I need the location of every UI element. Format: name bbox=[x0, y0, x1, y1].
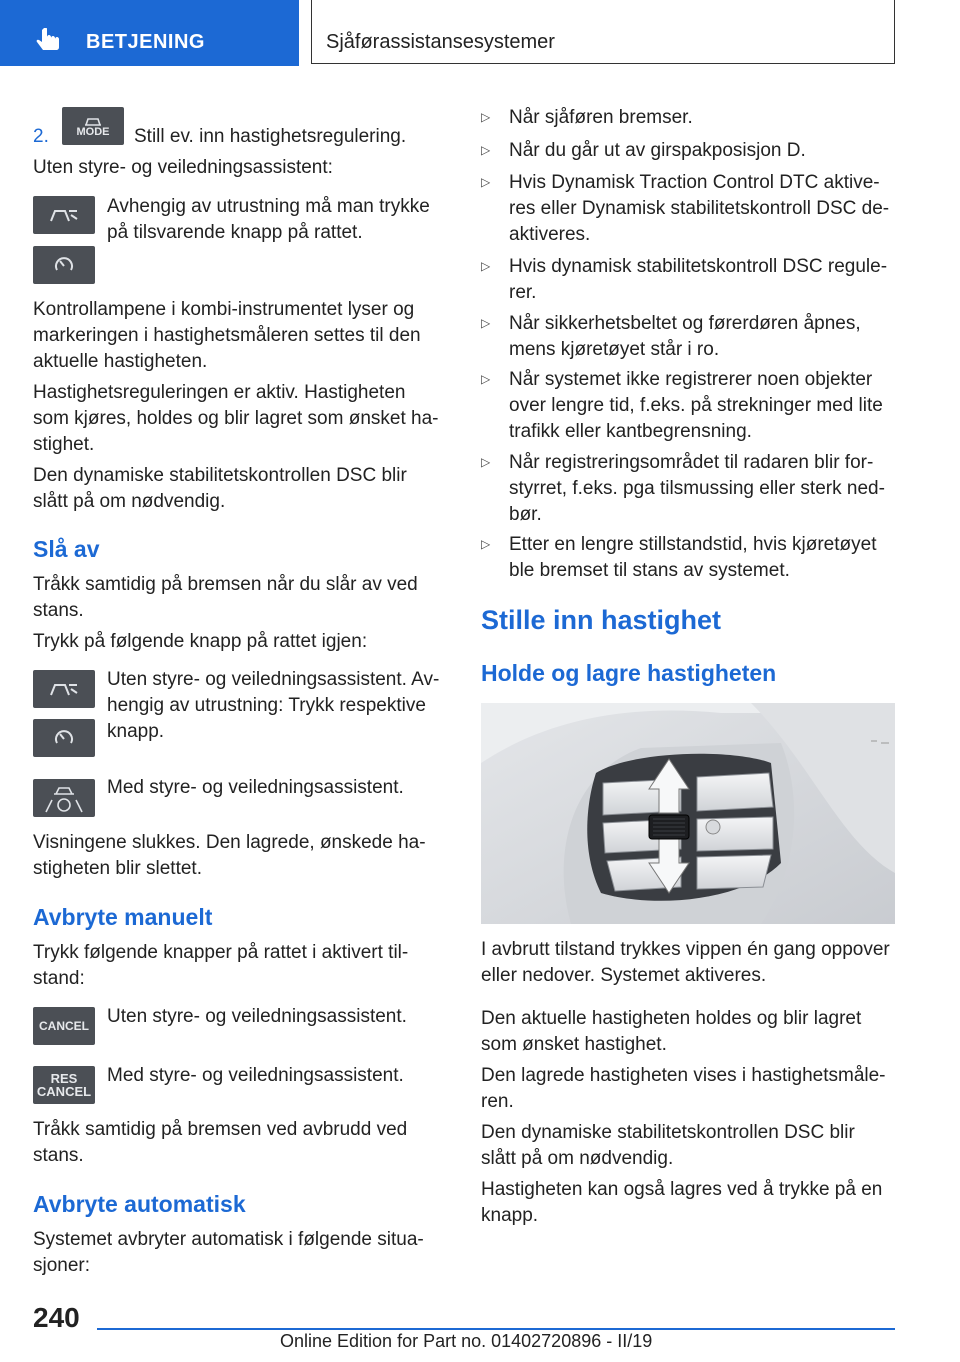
list-item: aktiveres. bbox=[509, 224, 591, 245]
speedometer-icon bbox=[52, 254, 76, 276]
list-item: trafikk eller kantbegrensning. bbox=[509, 421, 752, 442]
paragraph: Den aktuelle hastigheten holdes og blir lagret bbox=[481, 1008, 862, 1029]
bullet-icon: ▷ bbox=[481, 372, 491, 386]
chapter-tab[interactable] bbox=[0, 0, 299, 66]
mode-button-image bbox=[62, 107, 124, 145]
list-item: res eller Dynamisk stabilitetskontroll DSC de- bbox=[509, 198, 890, 219]
paragraph: Avhengig av utrustning må man trykke bbox=[107, 196, 430, 217]
bullet-icon: ▷ bbox=[481, 259, 491, 273]
paragraph: knapp. bbox=[481, 1205, 539, 1226]
paragraph: Uten styre- og veiledningsassistent. bbox=[107, 1006, 407, 1027]
paragraph: Uten styre- og veiledningsassistent: bbox=[33, 157, 333, 178]
cruise-control-icon bbox=[47, 679, 81, 699]
list-item: bør. bbox=[509, 504, 542, 525]
step-number: 2. bbox=[33, 126, 49, 147]
list-item: mens kjøretøyet står i ro. bbox=[509, 339, 720, 360]
cancel-label: CANCEL bbox=[39, 1018, 89, 1033]
paragraph: Kontrollampene i kombi-instrumentet lyser og bbox=[33, 299, 415, 320]
paragraph: Systemet avbryter automatisk i følgende situa- bbox=[33, 1229, 424, 1250]
bullet-icon: ▷ bbox=[481, 316, 491, 330]
cruise-button-image bbox=[33, 196, 95, 234]
paragraph: hengig av utrustning: Trykk respektive bbox=[107, 695, 426, 716]
paragraph: Visningene slukkes. Den lagrede, ønskede ha- bbox=[33, 832, 426, 853]
heading-stille-inn-hastighet: Stille inn hastighet bbox=[481, 605, 722, 635]
list-item: Når systemet ikke registrerer noen objekter bbox=[509, 369, 873, 390]
paragraph: Med styre- og veiledningsassistent. bbox=[107, 1065, 404, 1086]
heading-sla-av: Slå av bbox=[33, 536, 100, 562]
paragraph: aktuelle hastigheten. bbox=[33, 351, 208, 372]
assist-button-image bbox=[33, 779, 95, 817]
section-title-box bbox=[311, 0, 895, 64]
paragraph: stans. bbox=[33, 600, 84, 621]
paragraph: Uten styre- og veiledningsassistent. Av- bbox=[107, 669, 440, 690]
steering-wheel-photo bbox=[481, 703, 895, 924]
bullet-icon: ▷ bbox=[481, 537, 491, 551]
paragraph: som ønsket hastighet. bbox=[481, 1034, 667, 1055]
paragraph: på tilsvarende knapp på rattet. bbox=[107, 222, 363, 243]
step-text: Still ev. inn hastighetsregulering. bbox=[134, 126, 407, 147]
paragraph: sjoner: bbox=[33, 1255, 91, 1276]
paragraph: slått på om nødvendig. bbox=[33, 491, 226, 512]
paragraph: Den lagrede hastigheten vises i hastighetsmåle- bbox=[481, 1065, 886, 1086]
footer-edition: Online Edition for Part no. 01402720896 - II/19 bbox=[280, 1331, 653, 1351]
steering-wheel-buttons-illustration bbox=[481, 703, 895, 924]
paragraph: I avbrutt tilstand trykkes vippen én gang oppover bbox=[481, 939, 890, 960]
cancel-button-image bbox=[33, 1007, 95, 1045]
car-assist-icon bbox=[82, 115, 104, 127]
list-item: Hvis dynamisk stabilitetskontroll DSC regule- bbox=[509, 256, 888, 277]
list-item: Når sikkerhetsbeltet og førerdøren åpnes, bbox=[509, 313, 861, 334]
paragraph: Hastighetsreguleringen er aktiv. Hastigheten bbox=[33, 382, 406, 403]
speedometer-icon bbox=[52, 727, 76, 749]
paragraph: Med styre- og veiledningsassistent. bbox=[107, 777, 404, 798]
footer-divider bbox=[97, 1328, 895, 1330]
paragraph: ren. bbox=[481, 1091, 514, 1112]
list-item: Når registreringsområdet til radaren blir for- bbox=[509, 452, 874, 473]
paragraph: stighet. bbox=[33, 434, 95, 455]
paragraph: stigheten blir slettet. bbox=[33, 858, 202, 879]
list-item: rer. bbox=[509, 282, 537, 303]
heading-avbryte-automatisk: Avbryte automatisk bbox=[33, 1191, 246, 1217]
heading-avbryte-manuelt: Avbryte manuelt bbox=[33, 904, 213, 930]
paragraph: stans. bbox=[33, 1145, 84, 1166]
bullet-icon: ▷ bbox=[481, 143, 491, 157]
paragraph: Trykk følgende knapper på rattet i aktivert til- bbox=[33, 942, 409, 963]
list-item: over lengre tid, f.eks. på strekninger med lite bbox=[509, 395, 883, 416]
page-header bbox=[0, 0, 960, 66]
paragraph: eller nedover. Systemet aktiveres. bbox=[481, 965, 767, 986]
paragraph: slått på om nødvendig. bbox=[481, 1148, 674, 1169]
speed-limiter-button-image bbox=[33, 719, 95, 757]
bullet-icon: ▷ bbox=[481, 175, 491, 189]
cruise-button-image bbox=[33, 670, 95, 708]
paragraph: knapp. bbox=[107, 721, 165, 742]
paragraph: Tråkk samtidig på bremsen ved avbrudd ved bbox=[33, 1119, 408, 1140]
list-item: styrret, f.eks. pga tilsmussing eller sterk ned- bbox=[509, 478, 885, 499]
list-item: Etter en lengre stillstandstid, hvis kjøretøyet bbox=[509, 534, 877, 555]
paragraph: Tråkk samtidig på bremsen når du slår av ved bbox=[33, 574, 418, 595]
paragraph: Den dynamiske stabilitetskontrollen DSC blir bbox=[33, 465, 407, 486]
page-number: 240 bbox=[33, 1302, 80, 1333]
cruise-control-icon bbox=[47, 205, 81, 225]
paragraph: stand: bbox=[33, 968, 85, 989]
list-item: Hvis Dynamisk Traction Control DTC aktive- bbox=[509, 172, 880, 193]
list-item: ble bremset til stans av systemet. bbox=[509, 560, 790, 581]
paragraph: markeringen i hastighetsmåleren settes til den bbox=[33, 325, 421, 346]
res-cancel-button-image bbox=[33, 1066, 95, 1104]
chapter-label: BETJENING bbox=[86, 31, 205, 53]
list-item: Når sjåføren bremser. bbox=[509, 107, 693, 128]
cancel-label: CANCEL bbox=[36, 1084, 92, 1099]
paragraph: Hastigheten kan også lagres ved å trykke på en bbox=[481, 1179, 883, 1200]
list-item: Når du går ut av girspakposisjon D. bbox=[509, 140, 806, 161]
paragraph: som kjøres, holdes og blir lagret som ønsket ha- bbox=[33, 408, 439, 429]
hand-pointer-icon bbox=[36, 28, 66, 54]
speed-limiter-button-image bbox=[33, 246, 95, 284]
bullet-icon: ▷ bbox=[481, 455, 491, 469]
heading-holde-og-lagre: Holde og lagre hastigheten bbox=[481, 660, 777, 686]
mode-button-label: MODE bbox=[76, 125, 110, 138]
paragraph: Den dynamiske stabilitetskontrollen DSC blir bbox=[481, 1122, 855, 1143]
bullet-icon: ▷ bbox=[481, 110, 491, 124]
res-label: RES bbox=[50, 1071, 78, 1086]
lane-assist-icon bbox=[38, 782, 90, 814]
paragraph: Trykk på følgende knapp på rattet igjen: bbox=[33, 631, 368, 652]
section-title: Sjåførassistansesystemer bbox=[326, 31, 555, 53]
